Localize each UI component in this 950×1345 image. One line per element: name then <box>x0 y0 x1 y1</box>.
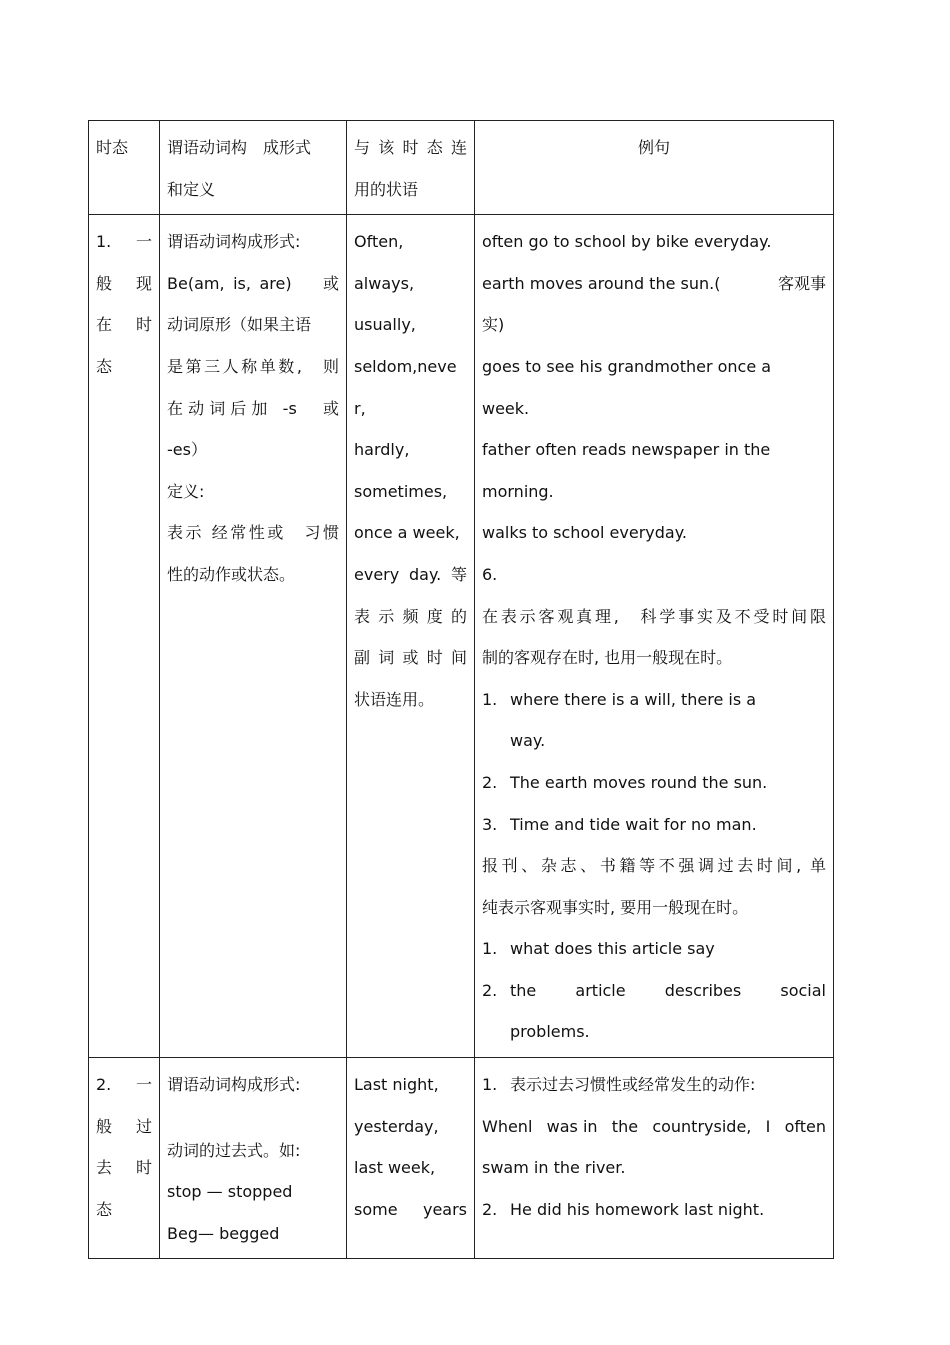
tense-line: 般 现 <box>96 273 152 293</box>
tense-line: 2. 一 <box>96 1075 152 1095</box>
tense-cell <box>89 215 160 1058</box>
tense-line: 1. 一 <box>96 232 152 252</box>
grammar-table <box>88 120 834 1259</box>
tense-line: 在 时 <box>96 315 152 335</box>
structure-cell: 谓语动词构成形式: 动词的过去式。如: stop — stopped Beg— begged <box>160 1058 347 1259</box>
example-sentence: earth moves around the sun.( 客观事 <box>482 273 826 293</box>
row-simple-past <box>89 1058 834 1259</box>
list-item: 2. the article describes social problems. <box>482 980 826 1042</box>
examples-cell: often go to school by bike everyday. earth moves around the sun.( 客观事 实) goes to see his grandmother once a week. father often reads newspaper in the morning. walks to school everyday. 6. 在表示客观真理, 科学事实及不受时间限 制的客观存在时, 也用一般现在时。 1. where there is a will, there is a way. 2. The earth moves round the sun. 3. Time and tide wait for no man. 报刊、杂志、书籍等不强调过去时间, 单 纯表示客观事实时, 要用一般现在时。 1. what does this article say 2. the article describes social problems. <box>475 215 834 1058</box>
header-tense: 时态 <box>89 121 160 215</box>
example-sentence: goes to see his grandmother once a <box>482 356 772 376</box>
example-sentence: walks to school everyday. <box>482 523 687 543</box>
tense-line: 般 过 <box>96 1116 152 1136</box>
list-item: 1. what does this article say <box>482 939 715 959</box>
list-item: 1. where there is a will, there is a way. <box>482 689 757 751</box>
list-item: 2. The earth moves round the sun. <box>482 772 768 792</box>
example-sentence: often go to school by bike everyday. <box>482 232 772 252</box>
header-row <box>89 121 834 215</box>
example-sentence: Whenl was in the countryside, I often <box>482 1116 826 1136</box>
header-structure: 谓语动词构 成形式 和定义 <box>160 121 347 215</box>
tense-line: 去 时 <box>96 1158 152 1178</box>
examples-cell: 1. 表示过去习惯性或经常发生的动作: Whenl was in the countryside, I often swam in the river. 2. He did his homework last night. <box>475 1058 834 1259</box>
tense-line: 态 <box>96 356 113 376</box>
structure-cell: 谓语动词构成形式: Be(am, is, are) 或 动词原形（如果主语 是第三人称单数, 则 在动词后加 -s 或 -es） 定义: 表示 经常性或 习惯 性的动作或状态。 <box>160 215 347 1058</box>
list-item: 1. 表示过去习惯性或经常发生的动作: <box>482 1075 756 1095</box>
adverbials-cell: Often, always, usually, seldom,neve r, hardly, sometimes, once a week, every day. 等 表示频度的 副词或时间 状语连用。 <box>347 215 475 1058</box>
usage-note: 报刊、杂志、书籍等不强调过去时间, 单 <box>482 856 826 876</box>
row-simple-present <box>89 215 834 1058</box>
example-sentence: father often reads newspaper in the <box>482 440 771 460</box>
header-adverbials: 与该时态连 用的状语 <box>347 121 475 215</box>
adverbials-cell: Last night, yesterday, last week, some years <box>347 1058 475 1259</box>
tense-cell <box>89 1058 160 1259</box>
list-item: 3. Time and tide wait for no man. <box>482 814 757 834</box>
header-examples: 例句 <box>475 121 834 215</box>
tense-line: 态 <box>96 1199 113 1219</box>
usage-note: 在表示客观真理, 科学事实及不受时间限 <box>482 606 826 626</box>
list-item: 2. He did his homework last night. <box>482 1199 765 1219</box>
